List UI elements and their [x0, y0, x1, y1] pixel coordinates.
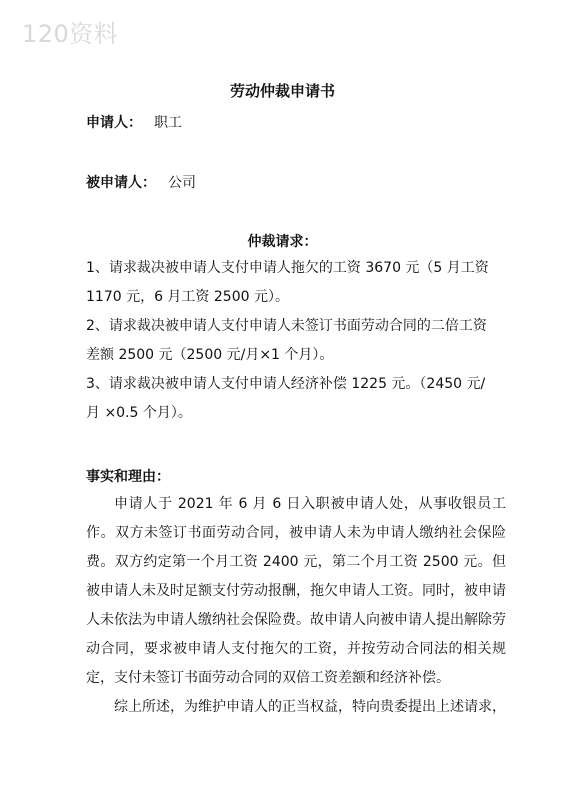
claim-item: 2、请求裁决被申请人支付申请人未签订书面劳动合同的二倍工资差额 2500 元（2500 元/月×1 个月）。: [86, 318, 487, 363]
facts-paragraph: 综上所述，为维护申请人的正当权益，特向贵委提出上述请求，: [114, 699, 506, 715]
respondent-value: 公司: [168, 175, 196, 191]
claim-item: 1、请求裁决被申请人支付申请人拖欠的工资 3670 元（5 月工资 1170 元，6 月工资 2500 元）。: [86, 260, 489, 305]
document-title: 劳动仲裁申请书: [229, 82, 335, 100]
claims-heading: 仲裁请求：: [247, 234, 318, 250]
claim-item: 3、请求裁决被申请人支付申请人经济补偿 1225 元。（2450 元/月 ×0.5 个月）。: [86, 376, 486, 421]
applicant-label: 申请人：: [86, 115, 142, 131]
respondent-label: 被申请人：: [86, 175, 156, 191]
facts-body: [86, 490, 506, 722]
applicant-line: [86, 112, 182, 132]
respondent-line: [86, 172, 196, 192]
claims-list: [86, 254, 496, 428]
facts-heading: 事实和理由：: [86, 469, 170, 485]
watermark: 120资料: [22, 20, 119, 48]
facts-paragraph: 申请人于 2021 年 6 月 6 日入职被申请人处，从事收银员工作。双方未签订书面劳动合同，被申请人未为申请人缴纳社会保险费。双方约定第一个月工资 2400 元，第二个月工资 2500 元。但被申请人未及时足额支付劳动报酬，拖欠申请人工资。同时，被申请人未依法为申请人缴纳社会保险费。故申请人向被申请人提出解除劳动合同，要求被申请人支付拖欠的工资，并按劳动合同法的相关规定，支付未签订书面劳动合同的双倍工资差额和经济补偿。: [86, 496, 506, 686]
applicant-value: 职工: [154, 115, 182, 131]
